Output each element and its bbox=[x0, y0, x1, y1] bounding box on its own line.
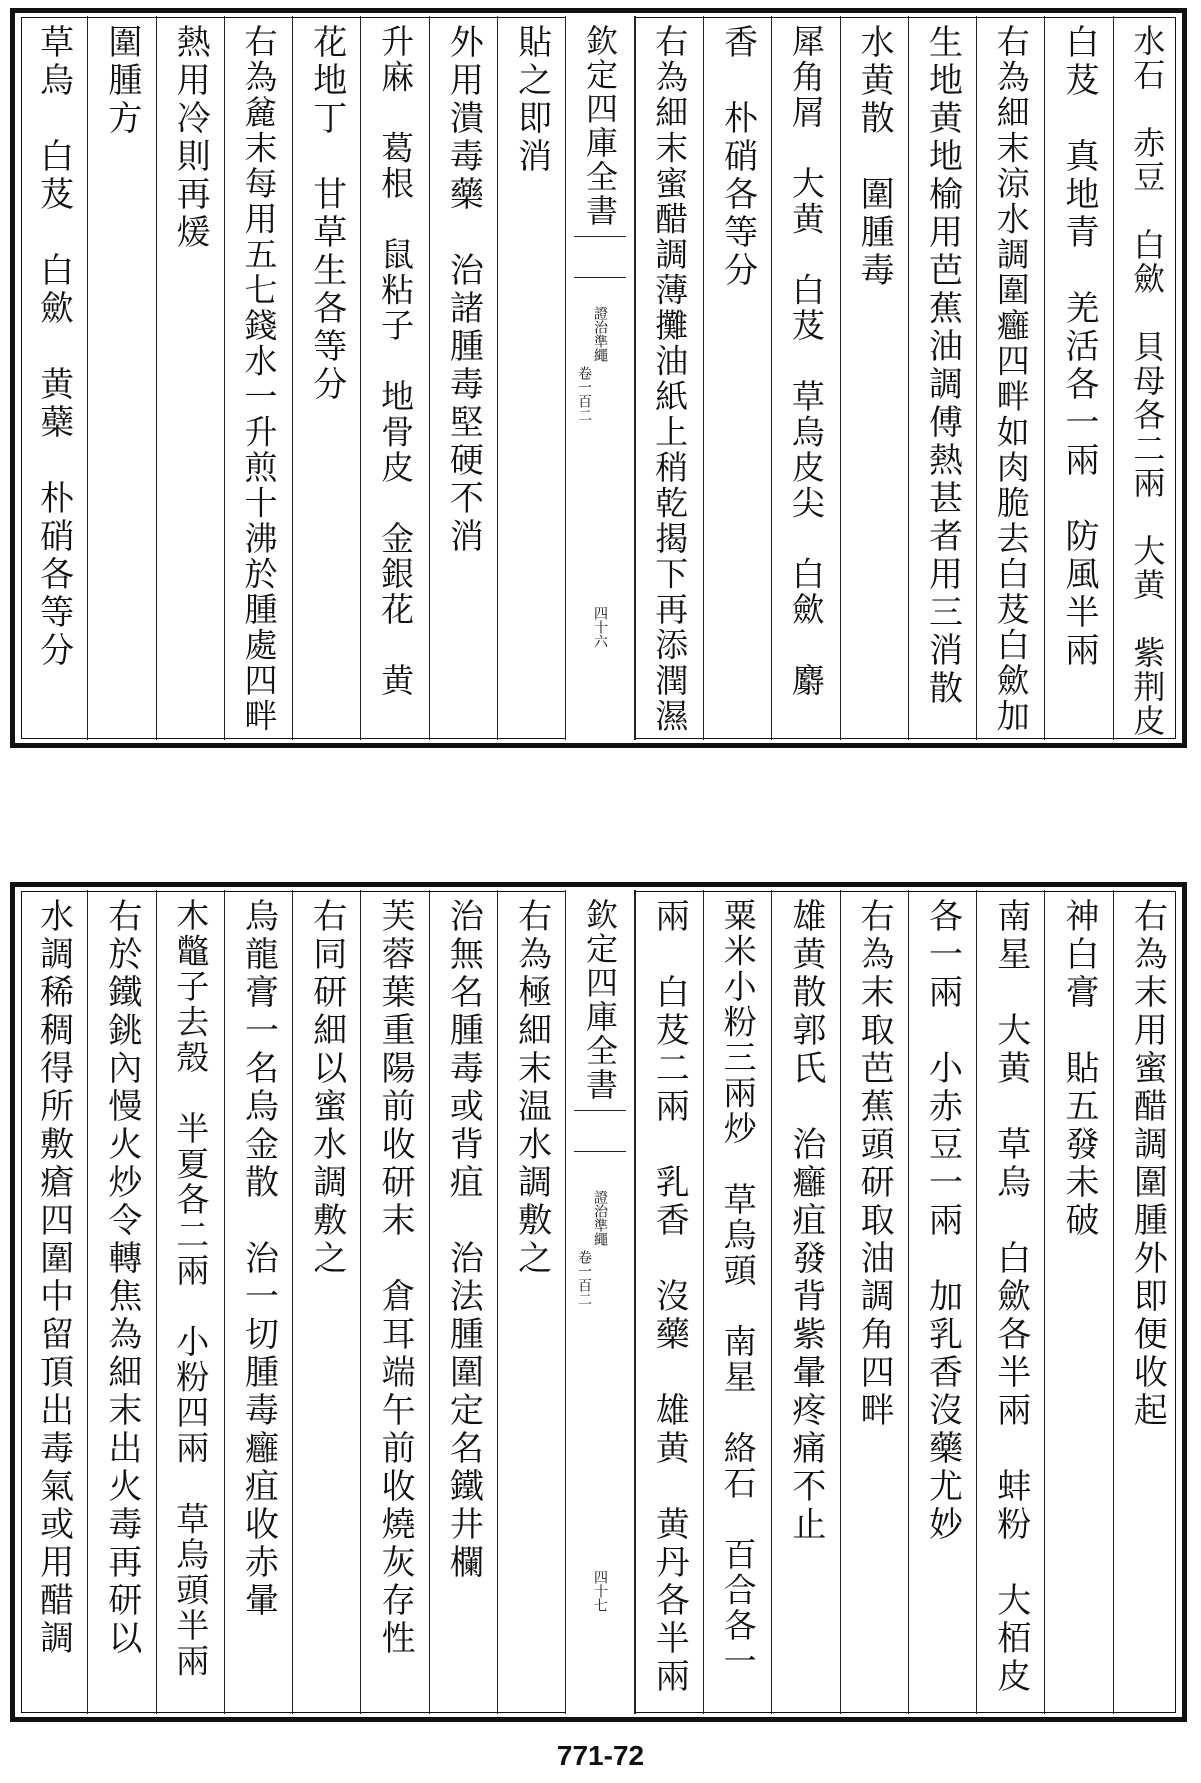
text-column: 右為極細末温水調敷之 bbox=[497, 890, 565, 1714]
text-column: 水黄散 圍腫毒 bbox=[840, 16, 908, 740]
fishtail-mark bbox=[574, 1110, 625, 1152]
text-column: 烏龍膏一名烏金散 治一切腫毒癰疽收赤暈 bbox=[224, 890, 292, 1714]
text-column: 雄黄散郭氏 治癰疽發背紫暈疼痛不止 bbox=[771, 890, 839, 1714]
text-column: 圍腫方 bbox=[87, 16, 155, 740]
text-column: 右為末用蜜醋調圍腫外即便收起 bbox=[1113, 890, 1181, 1714]
text-column: 右同研細以蜜水調敷之 bbox=[292, 890, 360, 1714]
book-name: 證治準繩 bbox=[591, 1190, 608, 1246]
text-column: 水石 赤豆 白歛 貝母各二兩 大黄 紫荆皮 bbox=[1113, 16, 1181, 740]
text-column: 犀角屑 大黄 白芨 草烏皮尖 白歛 麝 bbox=[771, 16, 839, 740]
page-number: 771-72 bbox=[556, 1740, 645, 1771]
text-column: 生地黄地榆用芭蕉油調傅熱甚者用三消散 bbox=[908, 16, 976, 740]
book-name: 證治準繩 bbox=[591, 306, 608, 362]
text-column: 右為細末蜜醋調薄攤油紙上稍乾揭下再添潤濕 bbox=[635, 16, 703, 740]
text-column: 熱用冷則再煖 bbox=[156, 16, 224, 740]
text-column: 花地丁 甘草生各等分 bbox=[292, 16, 360, 740]
text-column: 芙蓉葉重陽前收研末 倉耳端午前收燒灰存性 bbox=[360, 890, 428, 1714]
text-column: 右為細末涼水調圍癰四畔如肉脆去白芨白歛加 bbox=[976, 16, 1044, 740]
volume-label: 卷一百二 bbox=[575, 366, 592, 422]
text-column: 粟米小粉三兩炒 草烏頭 南星 絡石 百合各一 bbox=[703, 890, 771, 1714]
text-column: 木鼈子去殼 半夏各二兩 小粉四兩 草烏頭半兩 bbox=[156, 890, 224, 1714]
book-title: 欽定四庫全書 bbox=[580, 898, 619, 1102]
center-fold bbox=[565, 16, 634, 740]
text-column: 右為麄末每用五七錢水一升煎十沸於腫處四畔 bbox=[224, 16, 292, 740]
text-column: 右於鐵銚內慢火炒令轉焦為細末出火毒再研以 bbox=[87, 890, 155, 1714]
text-column: 兩 白芨二兩 乳香 沒藥 雄黄 黄丹各半兩 bbox=[635, 890, 703, 1714]
folio-number: 四十七 bbox=[591, 1570, 608, 1612]
bottom-columns bbox=[20, 890, 1181, 1714]
text-column: 治無名腫毒或背疽 治法腫圍定名鐵井欄 bbox=[429, 890, 497, 1714]
top-columns bbox=[20, 16, 1181, 740]
text-column: 白芨 真地青 羌活各一兩 防風半兩 bbox=[1044, 16, 1112, 740]
text-column: 草烏 白芨 白歛 黄蘗 朴硝各等分 bbox=[33, 24, 74, 670]
text-column: 升麻 葛根 鼠粘子 地骨皮 金銀花 黄 bbox=[360, 16, 428, 740]
text-column: 香 朴硝各等分 bbox=[703, 16, 771, 740]
text-column: 南星 大黄 草烏 白歛各半兩 蚌粉 大栢皮 bbox=[976, 890, 1044, 1714]
volume-label: 卷一百二 bbox=[575, 1250, 592, 1306]
folio-number: 四十六 bbox=[591, 606, 608, 648]
text-column: 右為末取芭蕉頭研取油調角四畔 bbox=[840, 890, 908, 1714]
book-title: 欽定四庫全書 bbox=[580, 24, 619, 228]
text-column: 各一兩 小赤豆一兩 加乳香沒藥尤妙 bbox=[908, 890, 976, 1714]
text-column: 貼之即消 bbox=[497, 16, 565, 740]
center-fold bbox=[565, 890, 634, 1714]
fishtail-mark bbox=[574, 236, 625, 278]
text-column: 神白膏 貼五發未破 bbox=[1044, 890, 1112, 1714]
text-column: 水調稀稠得所敷瘡四圍中留頂出毒氣或用醋調 bbox=[33, 898, 74, 1658]
text-column: 外用潰毒藥 治諸腫毒堅硬不消 bbox=[429, 16, 497, 740]
